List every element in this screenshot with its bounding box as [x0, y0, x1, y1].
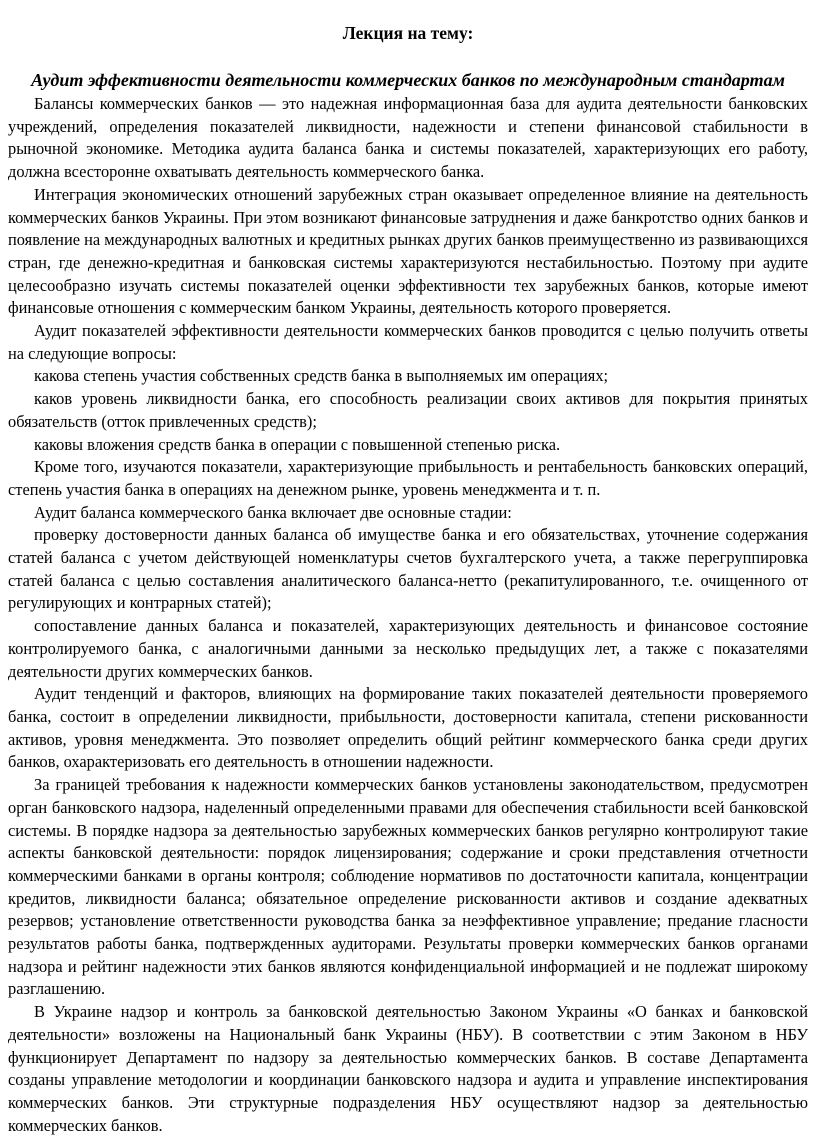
paragraph-ukraine-supervision: В Украине надзор и контроль за банковской деятельностью Законом Украины «О банках и банковской деятельности» возложены на Национальный банк Украины (НБУ). В соответствии с этим Законом в НБУ функционирует Департамент по надзору за деятельностью коммерческих банков. В составе Департамента созданы управление методологии и координации банковского надзора и аудита и управление инспектирования коммерческих банков. Эти структурные подразделения НБУ осуществляют надзор за деятельностью коммерческих банков.: [8, 1002, 808, 1135]
paragraph-stage-verification: проверку достоверности данных баланса об имуществе банка и его обязательствах, уточнение содержания статей баланса с учетом действующей номенклатуры счетов бухгалтерского учета, а также перегруппировка статей баланса с целью составления аналитического баланса-нетто (рекапитулированного, т.е. очищенного от регулирующих и контрарных статей);: [8, 525, 808, 613]
document-title: Аудит эффективности деятельности коммерческих банков по международным стандартам: [31, 70, 785, 90]
paragraph-trends-factors: Аудит тенденций и факторов, влияющих на формирование таких показателей деятельности проверяемого банка, состоит в определении ликвидности, прибыльности, достоверности капитала, степени рискованности активов, уровня менеджмента. Это позволяет определить общий рейтинг коммерческого банка среди других банков, охарактеризовать его деятельность в отношении надежности.: [8, 684, 808, 772]
paragraph-stage-comparison: сопоставление данных баланса и показателей, характеризующих деятельность и финансовое состояние контролируемого банка, с аналогичными данными за несколько предыдущих лет, а также с показателями деятельности других коммерческих банков.: [8, 616, 808, 681]
paragraph-question-liquidity: каков уровень ликвидности банка, его способность реализации своих активов для покрытия принятых обязательств (отток привлеченных средств);: [8, 389, 808, 431]
paragraph-foreign-supervision: За границей требования к надежности коммерческих банков установлены законодательством, предусмотрен орган банковского надзора, наделенный определенными правами для обеспечения стабильности всей банковской системы. В порядке надзора за деятельностью зарубежных коммерческих банков регулярно контролируют такие аспекты банковской деятельности: порядок лицензирования; содержание и сроки представления отчетности коммерческими банками в органы контроля; соблюдение нормативов по достаточности капитала, концентрации кредитов, ликвидности баланса; обязательное определение рискованности активов и создание адекватных резервов; установление ответственности руководства банка за неэффективное управление; предание гласности результатов работы банка, подтвержденных аудиторами. Результаты проверки коммерческих банков органами надзора и рейтинг надежности этих банков являются конфиденциальной информацией и не подлежат широкому разглашению.: [8, 775, 808, 999]
document-body: [8, 93, 808, 1137]
paragraph-question-own-funds: какова степень участия собственных средств банка в выполняемых им операциях;: [34, 366, 609, 386]
lecture-heading: Лекция на тему:: [342, 23, 474, 43]
document-page: [8, 14, 808, 1137]
paragraph-audit-questions-intro: Аудит показателей эффективности деятельности коммерческих банков проводится с целью получить ответы на следующие вопросы:: [8, 321, 808, 363]
paragraph-profitability: Кроме того, изучаются показатели, характеризующие прибыльность и рентабельность банковских операций, степень участия банка в операциях на денежном рынке, уровень менеджмента и т. п.: [8, 457, 808, 499]
paragraph-audit-stages-intro: Аудит баланса коммерческого банка включает две основные стадии:: [34, 502, 512, 522]
paragraph-integration: Интеграция экономических отношений зарубежных стран оказывает определенное влияние на деятельность коммерческих банков Украины. При этом возникают финансовые затруднения и даже банкротство одних банков и появление на международных валютных и кредитных рынках других банков преимущественно из развивающихся стран, где денежно-кредитная и банковская системы характеризуются нестабильностью. Поэтому при аудите целесообразно изучать системы показателей оценки эффективности тех зарубежных банков, которые имеют финансовые отношения с коммерческим банком Украины, деятельность которого проверяется.: [8, 184, 808, 318]
paragraph-question-risk: каковы вложения средств банка в операции с повышенной степенью риска.: [34, 434, 561, 454]
paragraph-balances: Балансы коммерческих банков — это надежная информационная база для аудита деятельности банковских учреждений, определения показателей ликвидности, надежности и степени финансовой стабильности в рыночной экономике. Методика аудита баланса банка и системы показателей, характеризующих его работу, должна всесторонне охватывать деятельность коммерческого банка.: [8, 94, 808, 182]
